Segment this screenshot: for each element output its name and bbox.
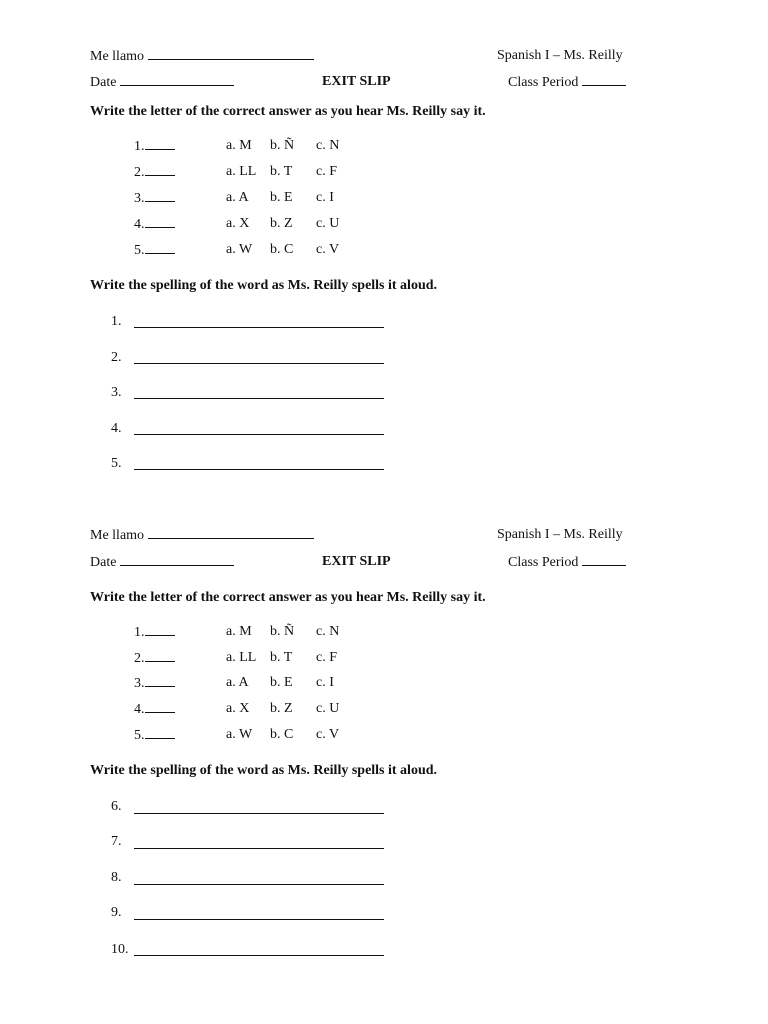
listen-instruction: Write the letter of the correct answer as you hear Ms. Reilly say it. [90, 590, 486, 605]
option-a: a. W [226, 727, 253, 742]
spelling-number: 9. [111, 905, 122, 920]
spelling-number: 1. [111, 314, 122, 329]
option-c: c. F [316, 650, 337, 665]
spelling-number: 2. [111, 350, 122, 365]
date-blank[interactable] [120, 73, 234, 86]
date-label: Date [90, 75, 117, 90]
option-a: a. W [226, 242, 253, 257]
option-c: c. I [316, 675, 334, 690]
spell-instruction: Write the spelling of the word as Ms. Reilly spells it aloud. [90, 278, 438, 293]
option-c: c. U [316, 701, 340, 716]
spelling-line[interactable] [134, 434, 384, 435]
listen-instruction: Write the letter of the correct answer as you hear Ms. Reilly say it. [90, 104, 486, 119]
answer-blank[interactable] [145, 241, 175, 254]
period-row [508, 553, 626, 572]
question-number: 2. [134, 651, 145, 666]
answer-blank[interactable] [145, 700, 175, 713]
period-row [508, 73, 626, 92]
period-label: Class Period [508, 555, 579, 570]
option-a: a. X [226, 701, 250, 716]
option-a: a. M [226, 138, 252, 153]
option-b: b. E [270, 190, 293, 205]
name-label: Me llamo [90, 49, 145, 64]
option-c: c. I [316, 190, 334, 205]
slip-title: EXIT SLIP [322, 74, 391, 89]
question-number: 2. [134, 165, 145, 180]
spelling-line[interactable] [134, 919, 384, 920]
option-c: c. N [316, 138, 340, 153]
option-b: b. Z [270, 216, 293, 231]
spelling-line[interactable] [134, 327, 384, 328]
option-c: c. V [316, 242, 340, 257]
option-a: a. X [226, 216, 250, 231]
option-c: c. U [316, 216, 340, 231]
date-label: Date [90, 555, 117, 570]
spelling-number: 7. [111, 834, 122, 849]
option-b: b. E [270, 675, 293, 690]
slip-title: EXIT SLIP [322, 554, 391, 569]
answer-blank[interactable] [145, 726, 175, 739]
spell-instruction: Write the spelling of the word as Ms. Reilly spells it aloud. [90, 763, 438, 778]
spelling-number: 3. [111, 385, 122, 400]
option-a: a. A [226, 190, 249, 205]
option-b: b. Ñ [270, 624, 295, 639]
option-c: c. F [316, 164, 337, 179]
course-label: Spanish I – Ms. Reilly [497, 527, 623, 542]
option-b: b. T [270, 650, 293, 665]
question-number: 1. [134, 625, 145, 640]
option-a: a. A [226, 675, 249, 690]
name-blank[interactable] [148, 526, 314, 539]
question-number: 3. [134, 191, 145, 206]
answer-blank[interactable] [145, 189, 175, 202]
spelling-line[interactable] [134, 398, 384, 399]
date-row [90, 73, 234, 92]
question-number: 3. [134, 676, 145, 691]
question-number: 4. [134, 217, 145, 232]
option-a: a. LL [226, 164, 257, 179]
name-row [90, 526, 314, 545]
course-label: Spanish I – Ms. Reilly [497, 48, 623, 63]
option-a: a. LL [226, 650, 257, 665]
option-b: b. C [270, 242, 294, 257]
option-b: b. C [270, 727, 294, 742]
name-label: Me llamo [90, 528, 145, 543]
spelling-number: 6. [111, 799, 122, 814]
spelling-line[interactable] [134, 813, 384, 814]
name-row [90, 47, 314, 66]
period-label: Class Period [508, 75, 579, 90]
name-blank[interactable] [148, 47, 314, 60]
spelling-number: 4. [111, 421, 122, 436]
option-a: a. M [226, 624, 252, 639]
answer-blank[interactable] [145, 215, 175, 228]
date-blank[interactable] [120, 553, 234, 566]
question-number: 5. [134, 243, 145, 258]
answer-blank[interactable] [145, 674, 175, 687]
option-c: c. V [316, 727, 340, 742]
spelling-line[interactable] [134, 884, 384, 885]
spelling-line[interactable] [134, 955, 384, 956]
question-number: 1. [134, 139, 145, 154]
spelling-number: 10. [111, 942, 129, 957]
question-number: 5. [134, 728, 145, 743]
spelling-line[interactable] [134, 469, 384, 470]
answer-blank[interactable] [145, 163, 175, 176]
spelling-number: 8. [111, 870, 122, 885]
answer-blank[interactable] [145, 649, 175, 662]
answer-blank[interactable] [145, 137, 175, 150]
date-row [90, 553, 234, 572]
exit-slip-top [0, 0, 768, 500]
answer-blank[interactable] [145, 623, 175, 636]
option-b: b. Ñ [270, 138, 295, 153]
exit-slip-bottom [0, 479, 768, 979]
spelling-number: 5. [111, 456, 122, 471]
option-c: c. N [316, 624, 340, 639]
question-number: 4. [134, 702, 145, 717]
option-b: b. T [270, 164, 293, 179]
period-blank[interactable] [582, 553, 626, 566]
spelling-line[interactable] [134, 363, 384, 364]
spelling-line[interactable] [134, 848, 384, 849]
option-b: b. Z [270, 701, 293, 716]
period-blank[interactable] [582, 73, 626, 86]
